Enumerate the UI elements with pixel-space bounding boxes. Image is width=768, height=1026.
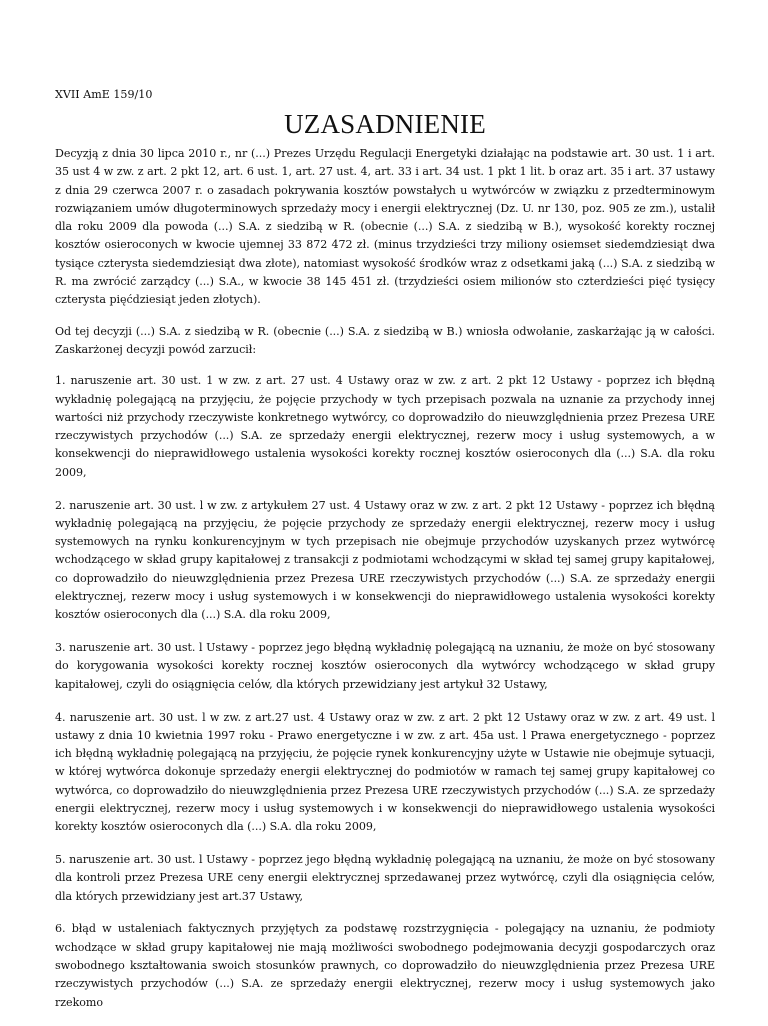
paragraph-charge-6: 6. błąd w ustaleniach faktycznych przyjętych za podstawę rozstrzygnięcia - polegający na uznaniu, że podmioty wchodzące w skład grupy kapitałowej nie mają możliwości swobodnego podejmowania decyzji gospodarczych oraz swobodnego kształtowania swoich stosunków prawnych, co doprowadziło do nieuwzględnienia przez Prezesa URE rzeczywistych przychodów (...) S.A. ze sprzedaży energii elektrycznej, rezerw mocy i usług systemowych jako rzekomo — [55, 922, 715, 1009]
paragraph-decision: Decyzją z dnia 30 lipca 2010 r., nr (...) Prezes Urzędu Regulacji Energetyki działając na podstawie art. 30 ust. 1 i art. 35 ust 4 w zw. z art. 2 pkt 12, art. 6 ust. 1, art. 27 ust. 4, art. 33 i art. 34 ust. 1 pkt 1 lit. b oraz art. 35 i art. 37 ustawy z dnia 29 czerwca 2007 r. o zasadach pokrywania kosztów powstałych u wytwórców w związku z przedterminowym rozwiązaniem umów długoterminowych sprzedaży mocy i energii elektrycznej (Dz. U. nr 130, poz. 905 ze zm.), ustalił dla roku 2009 dla powoda (...) S.A. z siedzibą w R. (obecnie (...) S.A. z siedzibą w B.), wysokość korekty rocznej kosztów osieroconych w kwocie ujemnej 33 872 472 zł. (minus trzydzieści trzy miliony osiemset siedemdziesiąt dwa tysiące czterysta siedemdziesiąt dwa złote), natomiast wysokość środków wraz z odsetkami jaką (...) S.A. z siedzibą w R. ma zwrócić zarządcy (...) S.A., w kwocie 38 145 451 zł. (trzydzieści osiem milionów sto czterdzieści pięć tysięcy czterysta pięćdziesiąt jeden złotych). — [55, 147, 715, 307]
document-title: UZASADNIENIE — [284, 109, 486, 139]
paragraph-charge-4: 4. naruszenie art. 30 ust. l w zw. z art.27 ust. 4 Ustawy oraz w zw. z art. 2 pkt 12 Ustawy oraz w zw. z art. 49 ust. l ustawy z dnia 10 kwietnia 1997 roku - Prawo energetyczne i w zw. z art. 45a ust. l Prawa energetycznego - poprzez ich błędną wykładnię polegającą na przyjęciu, że pojęcie rynek konkurencyjny użyte w Ustawie nie obejmuje sytuacji, w której wytwórca dokonuje sprzedaży energii elektrycznej do podmiotów w ramach tej samej grupy kapitałowej co wytwórca, co doprowadziło do nieuwzględnienia przez Prezesa URE rzeczywistych przychodów (...) S.A. ze sprzedaży energii elektrycznej, rezerw mocy i usług systemowych i w konsekwencji do nieprawidłowego ustalenia wysokości korekty kosztów osieroconych dla (...) S.A. dla roku 2009, — [55, 710, 715, 834]
document-page — [55, 87, 715, 1026]
paragraph-charge-2: 2. naruszenie art. 30 ust. l w zw. z artykułem 27 ust. 4 Ustawy oraz w zw. z art. 2 pkt 12 Ustawy - poprzez ich błędną wykładnię polegającą na przyjęciu, że pojęcie przychody ze sprzedaży energii elektrycznej, rezerw mocy i usług systemowych na rynku konkurencyjnym w tych przepisach nie obejmuje przychodów uzyskanych przez wytwórcę wchodzącego w skład grupy kapitałowej z transakcji z podmiotami wchodzącymi w skład tej samej grupy kapitałowej, co doprowadziło do nieuwzględnienia przez Prezesa URE rzeczywistych przychodów (...) S.A. ze sprzedaży energii elektrycznej, rezerw mocy i usług systemowych i w konsekwencji do nieprawidłowego ustalenia wysokości korekty kosztów osieroconych dla (...) S.A. dla roku 2009, — [55, 498, 715, 622]
paragraph-appeal: Od tej decyzji (...) S.A. z siedzibą w R. (obecnie (...) S.A. z siedzibą w B.) wniosła odwołanie, zaskarżając ją w całości. Zaskarżonej decyzji powód zarzucił: — [55, 324, 715, 356]
paragraph-charge-1: 1. naruszenie art. 30 ust. 1 w zw. z art. 27 ust. 4 Ustawy oraz w zw. z art. 2 pkt 12 Ustawy - poprzez ich błędną wykładnię polegającą na przyjęciu, że pojęcie przychody w tych przepisach pozwala na uznanie za przychody innej wartości niż przychody rzeczywiste konkretnego wytwórcy, co doprowadziło do nieuwzględnienia przez Prezesa URE rzeczywistych przychodów (...) S.A. ze sprzedaży energii elektrycznej, rezerw mocy i usług systemowych, a w konsekwencji do nieprawidłowego ustalenia wysokości korekty rocznej kosztów osieroconych dla (...) S.A. dla roku 2009, — [55, 374, 715, 479]
paragraph-charge-3: 3. naruszenie art. 30 ust. l Ustawy - poprzez jego błędną wykładnię polegającą na uznaniu, że może on być stosowany do korygowania wysokości korekty rocznej kosztów osieroconych dla wytwórcy wchodzącego w skład grupy kapitałowej, czyli do osiągnięcia celów, dla których przewidziany jest artykuł 32 Ustawy, — [55, 641, 715, 691]
case-number: XVII AmE 159/10 — [55, 88, 153, 101]
paragraph-charge-5: 5. naruszenie art. 30 ust. l Ustawy - poprzez jego błędną wykładnię polegającą na uznaniu, że może on być stosowany dla kontroli przez Prezesa URE ceny energii elektrycznej sprzedawanej przez wytwórcę, czyli dla osiągnięcia celów, dla których przewidziany jest art.37 Ustawy, — [55, 853, 715, 903]
